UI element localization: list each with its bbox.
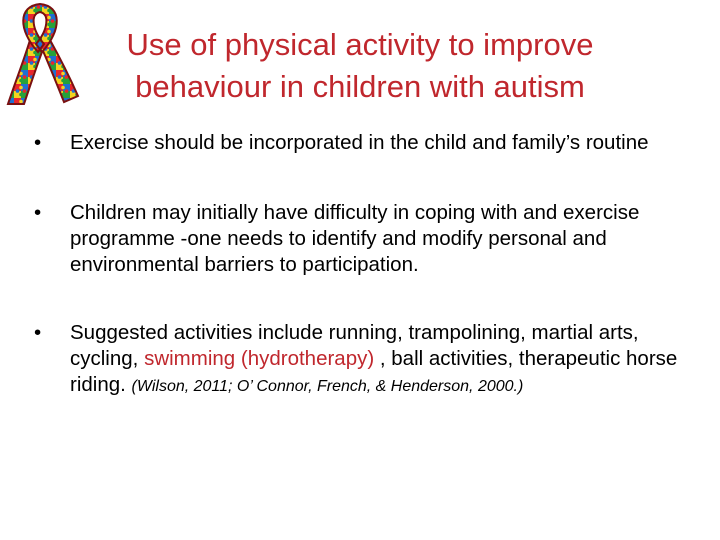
bullet-highlight-swimming: swimming (hydrotherapy) bbox=[144, 347, 375, 370]
bullet-glyph: • bbox=[34, 131, 42, 154]
bullet-text-after-highlight: , ball activities, therapeutic horse riding. bbox=[70, 347, 678, 396]
autism-awareness-puzzle-ribbon-icon bbox=[0, 0, 80, 108]
slide-title-line-1: Use of physical activity to improve bbox=[126, 27, 594, 62]
bullet-text-before-highlight: Suggested activities include running, trampolining, martial arts, cycling, bbox=[70, 321, 639, 370]
bullet-item-coping-barriers bbox=[34, 200, 684, 278]
bullet-text: Exercise should be incorporated in the child and family’s routine bbox=[70, 131, 649, 154]
citation: (Wilson, 2011; O’ Connor, French, & Henderson, 2000.) bbox=[131, 378, 524, 395]
slide-title bbox=[80, 24, 640, 108]
bullet-list bbox=[34, 130, 684, 400]
bullet-glyph: • bbox=[34, 201, 42, 224]
bullet-item-suggested-activities bbox=[34, 320, 684, 400]
bullet-glyph: • bbox=[34, 321, 42, 344]
slide-title-line-2: behaviour in children with autism bbox=[135, 69, 585, 104]
bullet-text: Children may initially have difficulty in coping with and exercise programme -one needs to identify and modify personal and environmental barriers to participation. bbox=[70, 201, 640, 276]
bullet-item-exercise-routine bbox=[34, 130, 684, 156]
